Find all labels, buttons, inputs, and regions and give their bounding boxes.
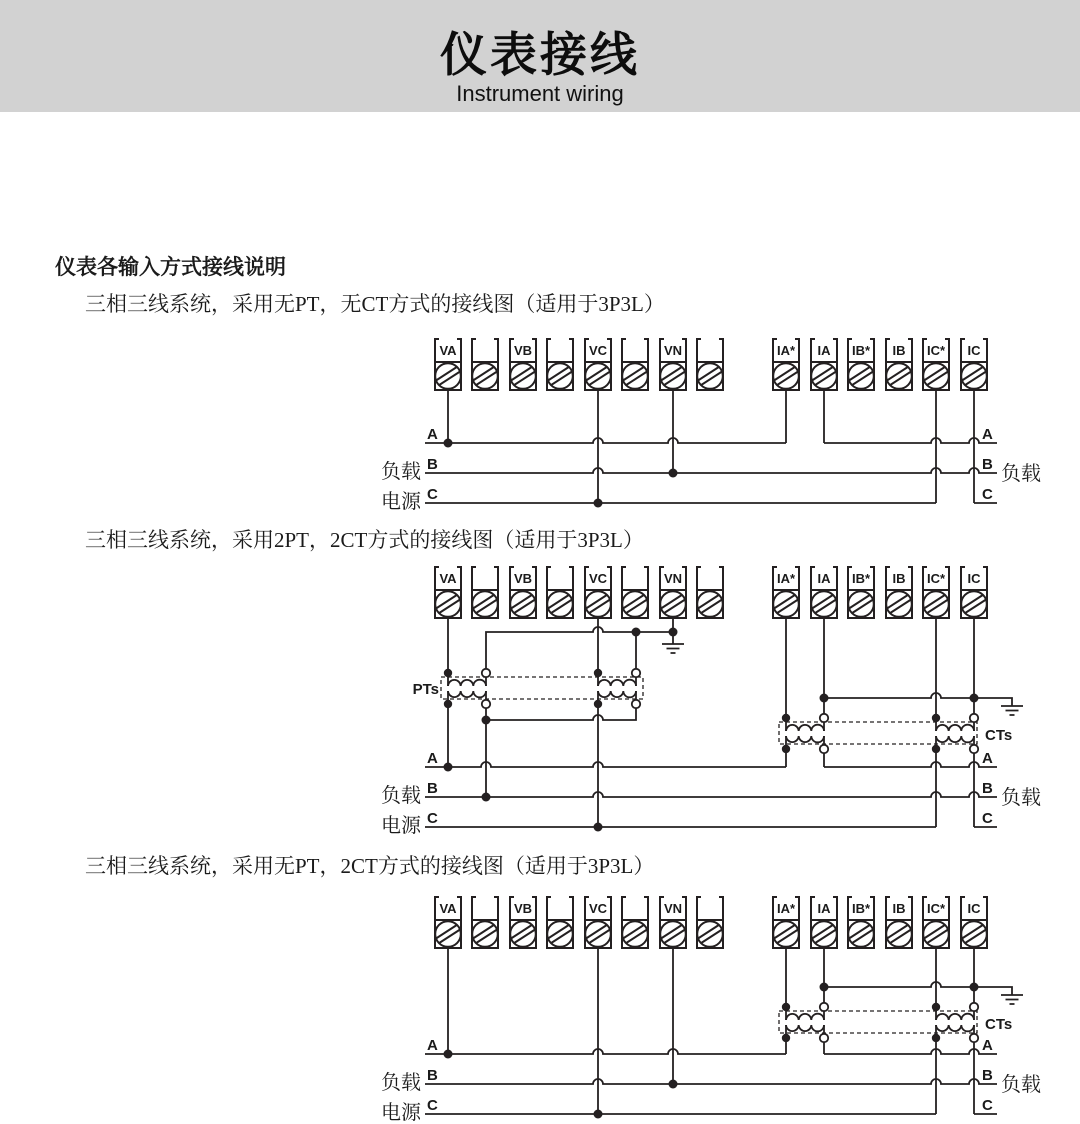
terminal-label-ic-star: IC* [926,571,946,586]
load-label-left: 负载 [381,461,421,483]
cts-label: CTs [985,1016,1013,1033]
phase-a-left: A [427,750,438,767]
phase-a-right: A [982,426,993,443]
load-label-right: 负载 [1001,1074,1041,1096]
diagram3-caption: 三相三线系统，采用无PT，2CT方式的接线图（适用于3P3L） [85,854,655,878]
terminal-label-va: VA [439,343,457,358]
phase-c-right: C [982,486,993,503]
phase-b-right: B [982,780,993,797]
phase-a-left: A [427,426,438,443]
diagram1-terminal-strip [435,339,987,390]
phase-c-right: C [982,810,993,827]
terminal-label-va: VA [439,571,457,586]
diagram3-ct-transformers [779,1003,978,1042]
phase-b-right: B [982,1067,993,1084]
terminal-label-ic: IC [967,571,981,586]
diagram1-wires [425,391,997,508]
diagram3-junction-dots [444,983,979,1119]
terminal-label-ic-star: IC* [926,343,946,358]
section-heading: 仪表各输入方式接线说明 [55,255,286,279]
terminal-label-ic-star: IC* [926,901,946,916]
diagram2-ct-transformers [779,714,978,753]
phase-b-right: B [982,456,993,473]
source-label-left: 电源 [381,1102,421,1124]
load-label-left: 负载 [381,1072,421,1094]
phase-b-left: B [427,456,438,473]
terminal-label-va: VA [439,901,457,916]
diagram2-terminal-strip [435,567,987,618]
load-label-left: 负载 [381,785,421,807]
terminal-label-vn: VN [663,343,683,358]
terminal-label-ia: IA [817,901,831,916]
load-label-right: 负载 [1001,463,1041,485]
diagram2-junction-dots [444,628,979,832]
phase-a-right: A [982,1037,993,1054]
terminal-label-ic: IC [967,343,981,358]
terminal-label-vb: VB [513,343,533,358]
terminal-label-ib-star: IB* [851,571,871,586]
terminal-label-ic: IC [967,901,981,916]
diagram1-phase-labels [381,426,1041,513]
terminal-label-ia-star: IA* [776,343,796,358]
terminal-label-ib-star: IB* [851,343,871,358]
diagram3-no-pt-2ct [0,888,1080,1124]
diagram3-wires [425,949,1023,1114]
page-subtitle: Instrument wiring [456,81,624,106]
pts-label: PTs [412,681,439,698]
diagram2-pt-transformers [441,669,643,708]
phase-c-left: C [427,810,438,827]
terminal-label-ib: IB [892,571,906,586]
diagram2-labels [381,681,1041,837]
terminal-label-vc: VC [588,343,608,358]
terminal-label-ia: IA [817,571,831,586]
terminal-label-vn: VN [663,901,683,916]
terminal-label-ia-star: IA* [776,901,796,916]
terminal-label-ia: IA [817,343,831,358]
diagram3-terminal-strip [435,897,987,948]
diagram1-caption: 三相三线系统，采用无PT，无CT方式的接线图（适用于3P3L） [85,292,665,316]
terminal-label-vb: VB [513,571,533,586]
terminal-label-vc: VC [588,901,608,916]
terminal-label-vb: VB [513,901,533,916]
diagram2-2pt-2ct [0,558,1080,845]
diagram3-labels [381,1016,1041,1124]
terminal-label-ib: IB [892,901,906,916]
load-label-right: 负载 [1001,787,1041,809]
phase-c-left: C [427,486,438,503]
source-label-left: 电源 [381,815,421,837]
terminal-label-ib: IB [892,343,906,358]
source-label-left: 电源 [381,491,421,513]
terminal-label-ia-star: IA* [776,571,796,586]
phase-b-left: B [427,780,438,797]
terminal-label-vc: VC [588,571,608,586]
diagram1-no-pt-no-ct [0,330,1080,515]
phase-a-right: A [982,750,993,767]
page-header [0,0,1080,112]
diagram2-caption: 三相三线系统，采用2PT，2CT方式的接线图（适用于3P3L） [85,528,644,552]
phase-c-right: C [982,1097,993,1114]
phase-c-left: C [427,1097,438,1114]
phase-a-left: A [427,1037,438,1054]
terminal-label-vn: VN [663,571,683,586]
page-title: 仪表接线 [440,28,640,81]
cts-label: CTs [985,727,1013,744]
terminal-label-ib-star: IB* [851,901,871,916]
diagram2-wires [425,619,1023,827]
phase-b-left: B [427,1067,438,1084]
